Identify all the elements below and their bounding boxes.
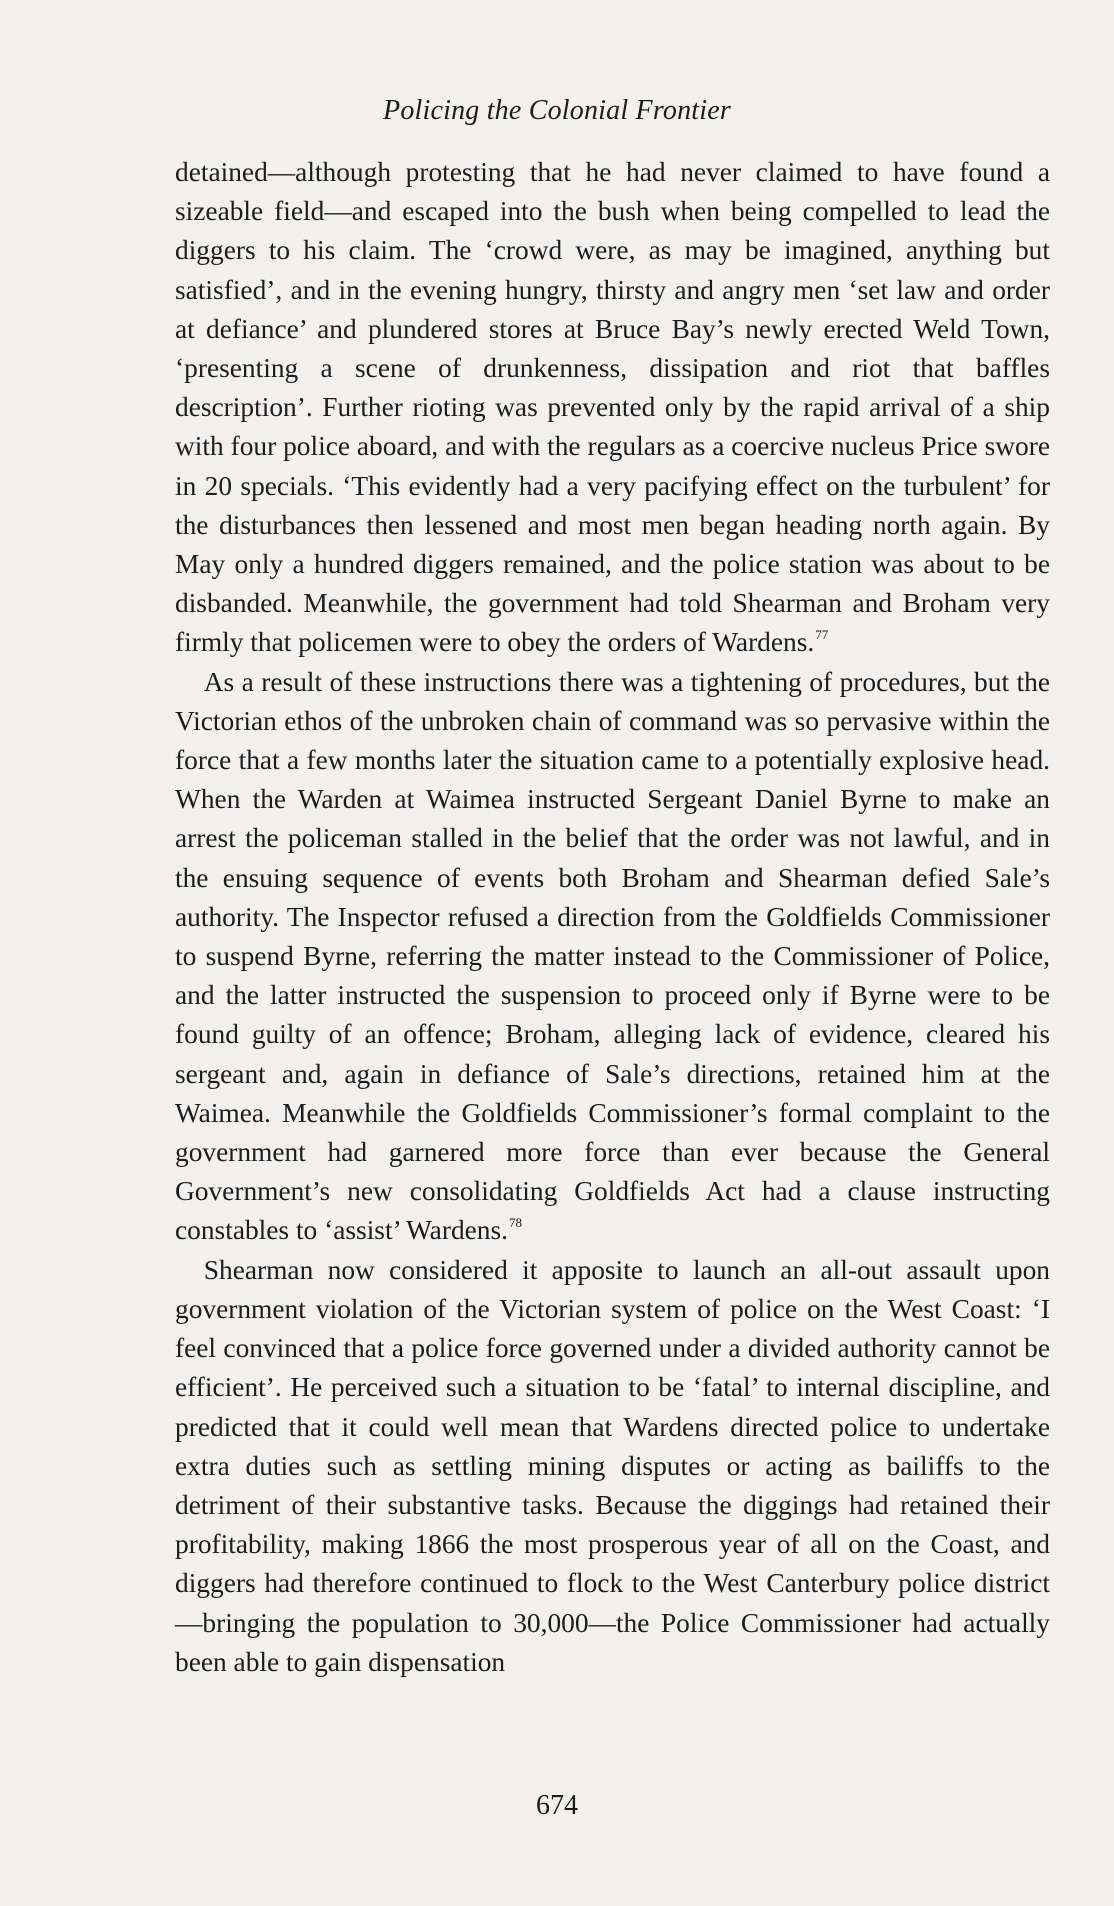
paragraph [175,153,1050,663]
body-text [175,153,1050,1682]
footnote-marker: 77 [815,627,829,643]
paragraph-text: Shearman now considered it apposite to launch an all-out assault upon government violation of the Victorian system of police on the West Coast: ‘I feel convinced that a police force governed under a divided authority cannot be efficient’. He perceived such a situation to be ‘fatal’ to internal discipline, and predicted that it could well mean that Wardens directed police to undertake extra duties such as settling mining disputes or acting as bailiffs to the detriment of their substantive tasks. Because the diggings had retained their profitability, making 1866 the most prosperous year of all on the Coast, and diggers had therefore continued to flock to the West Canterbury police district—bringing the population to 30,000—the Police Commissioner had actually been able to gain dispensation [175,1254,1050,1677]
page-number: 674 [536,1790,578,1821]
running-title: Policing the Colonial Frontier [383,95,731,126]
paragraph-text: detained—although protesting that he had never claimed to have found a sizeable field—and escaped into the bush when being compelled to lead the diggers to his claim. The ‘crowd were, as may be imagined, anything but satisfied’, and in the evening hungry, thirsty and angry men ‘set law and order at defiance’ and plundered stores at Bruce Bay’s newly erected Weld Town, ‘presenting a scene of drunkenness, dissipation and riot that baffles description’. Further rioting was prevented only by the rapid arrival of a ship with four police aboard, and with the regulars as a coercive nucleus Price swore in 20 specials. ‘This evidently had a very pacifying effect on the turbulent’ for the disturbances then lessened and most men began heading north again. By May only a hundred diggers remained, and the police station was about to be disbanded. Meanwhile, the government had told Shearman and Broham very firmly that policemen were to obey the orders of Wardens. [175,157,1050,658]
footnote-marker: 78 [509,1215,523,1231]
paragraph-text: As a result of these instructions there was a tightening of procedures, but the Victorian ethos of the unbroken chain of command was so pervasive within the force that a few months later the situation came to a potentially explosive head. When the Warden at Waimea instructed Sergeant Daniel Byrne to make an arrest the policeman stalled in the belief that the order was not lawful, and in the ensuing sequence of events both Broham and Shearman defied Sale’s authority. The Inspector refused a direction from the Goldfields Commissioner to suspend Byrne, referring the matter instead to the Commissioner of Police, and the latter instructed the suspension to proceed only if Byrne were to be found guilty of an offence; Broham, alleging lack of evidence, cleared his sergeant and, again in defiance of Sale’s directions, retained him at the Waimea. Meanwhile the Goldfields Commissioner’s formal complaint to the government had garnered more force than ever because the General Government’s new consolidating Goldfields Act had a clause instructing constables to ‘assist’ Wardens. [175,666,1050,1246]
paragraph [175,1251,1050,1682]
paragraph [175,663,1050,1251]
